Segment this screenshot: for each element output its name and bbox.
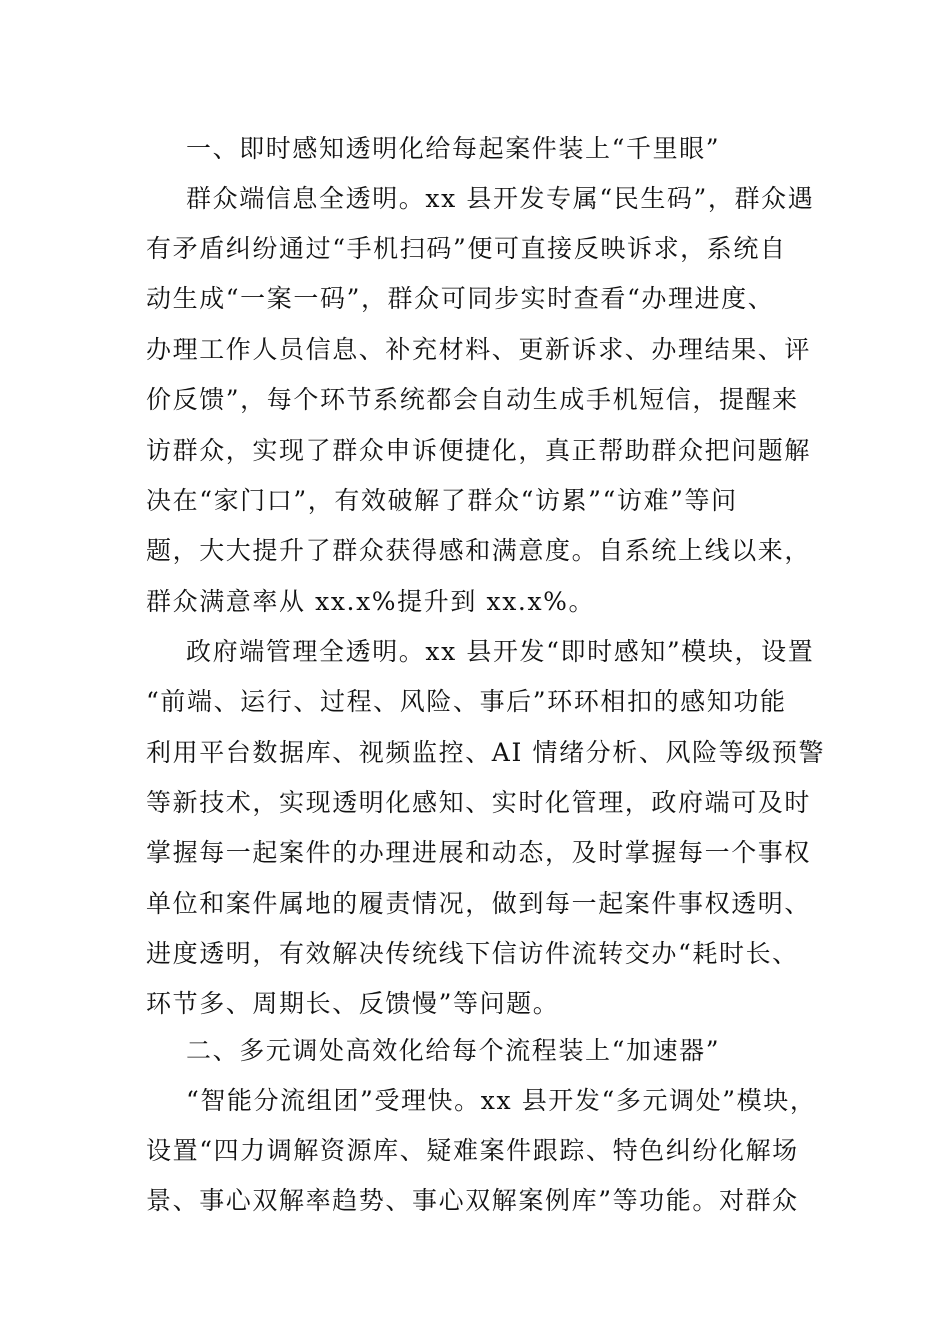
- paragraph-2-line-5: 掌握每一起案件的办理进展和动态，及时掌握每一个事权: [146, 838, 812, 867]
- section-heading-1: 一、即时感知透明化给每起案件装上“千里眼”: [186, 134, 721, 163]
- paragraph-1-line-6: 访群众，实现了群众申诉便捷化，真正帮助群众把问题解: [146, 436, 812, 465]
- paragraph-2-line-8: 环节多、周期长、反馈慢”等问题。: [146, 989, 560, 1018]
- paragraph-1-line-3: 动生成“一案一码”，群众可同步实时查看“办理进度、: [146, 284, 775, 313]
- paragraph-3-line-2: 设置“四力调解资源库、疑难案件跟踪、特色纠纷化解场: [146, 1136, 799, 1165]
- paragraph-1-line-8: 题，大大提升了群众获得感和满意度。自系统上线以来，: [146, 536, 812, 565]
- paragraph-3-line-3: 景、事心双解率趋势、事心双解案例库”等功能。对群众: [146, 1186, 799, 1215]
- paragraph-1-line-2: 有矛盾纠纷通过“手机扫码”便可直接反映诉求，系统自: [146, 234, 787, 263]
- section-heading-2: 二、多元调处高效化给每个流程装上“加速器”: [186, 1036, 721, 1065]
- paragraph-1-line-4: 办理工作人员信息、补充材料、更新诉求、办理结果、评: [146, 335, 812, 364]
- paragraph-1-line-1: 群众端信息全透明。xx 县开发专属“民生码”，群众遇: [186, 184, 815, 213]
- paragraph-1-line-5: 价反馈”，每个环节系统都会自动生成手机短信，提醒来: [146, 385, 799, 414]
- paragraph-3-line-1: “智能分流组团”受理快。xx 县开发“多元调处”模块，: [186, 1086, 817, 1115]
- paragraph-2-line-1: 政府端管理全透明。xx 县开发“即时感知”模块，设置: [186, 637, 815, 666]
- paragraph-2-line-7: 进度透明，有效解决传统线下信访件流转交办“耗时长、: [146, 939, 799, 968]
- paragraph-2-line-3: 利用平台数据库、视频监控、AI 情绪分析、风险等级预警: [146, 738, 826, 767]
- paragraph-2-line-6: 单位和案件属地的履责情况，做到每一起案件事权透明、: [146, 889, 812, 918]
- paragraph-2-line-2: “前端、运行、过程、风险、事后”环环相扣的感知功能: [146, 687, 787, 716]
- paragraph-1-line-7: 决在“家门口”，有效破解了群众“访累”“访难”等问: [146, 486, 738, 515]
- paragraph-1-line-9: 群众满意率从 xx.x%提升到 xx.x%。: [146, 587, 596, 616]
- paragraph-2-line-4: 等新技术，实现透明化感知、实时化管理，政府端可及时: [146, 788, 812, 817]
